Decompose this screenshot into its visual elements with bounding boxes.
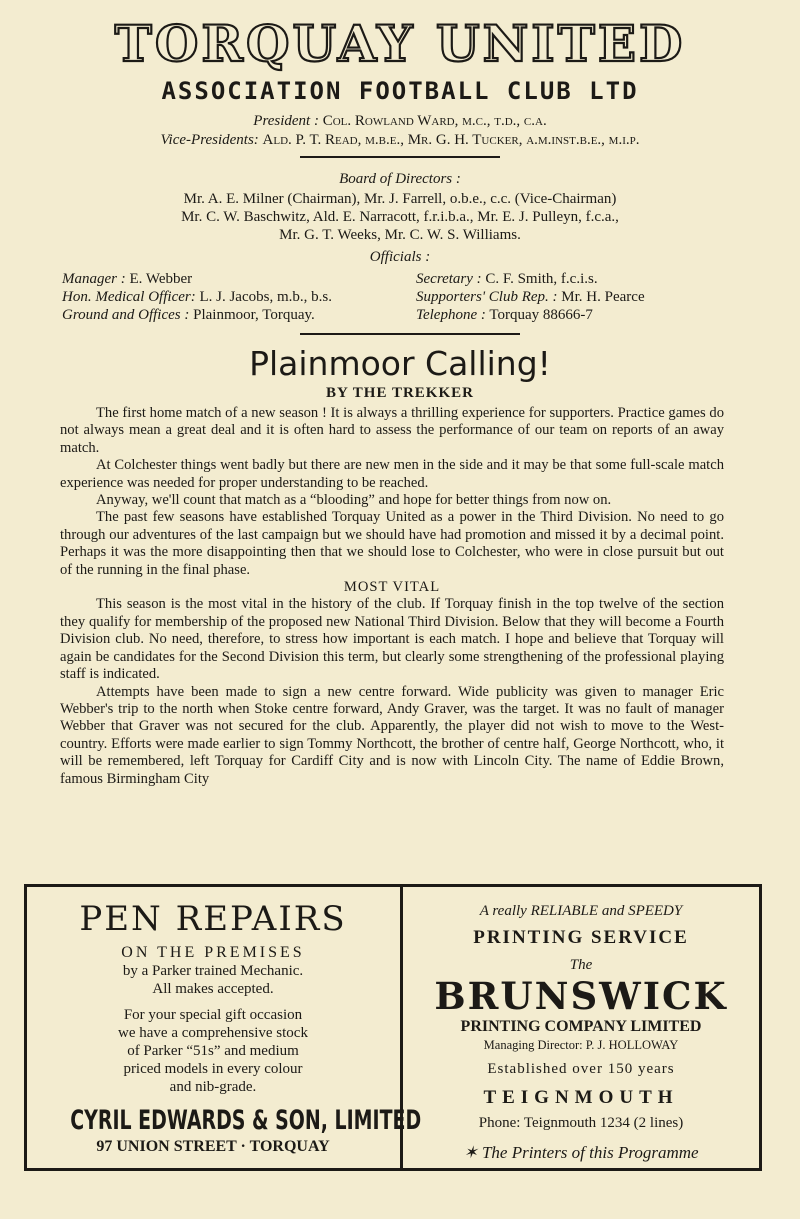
article-paragraph: The first home match of a new season ! It is always a thrilling experience for supporters. Practice games do not always mean a great deal and it is often hard to assess the performance of our team on reports of an away match. [60,405,724,456]
ad-text: Established over 150 years [487,1061,675,1077]
ad-text: by a Parker trained Mechanic. [122,963,304,979]
club-subtitle: ASSOCIATION FOOTBALL CLUB LTD [161,77,639,105]
ad-text: ON THE PREMISES [121,944,305,961]
ad-text: of Parker “51s” and medium [127,1043,299,1059]
article-paragraph: At Colchester things went badly but there are new men in the side and it may be that some full-scale match experience was needed for proper understanding to be reached. [60,457,724,491]
ad-phone: Phone: Teignmouth 1234 (2 lines) [478,1115,684,1131]
pen-repairs-title: PEN REPAIRS [79,899,347,939]
ad-text: The [569,957,593,973]
official-secretary: Secretary : C. F. Smith, f.c.i.s. [416,271,598,287]
divider-rule [300,156,500,158]
ad-footer: ✶ The Printers of this Programme [463,1143,699,1162]
vice-presidents-label: Vice-Presidents: [160,132,259,148]
article-byline: BY THE TREKKER [326,385,474,401]
official-manager: Manager : E. Webber [62,271,193,287]
article-paragraph: Attempts have been made to sign a new centre forward. Wide publicity was given to manager Eric Webber's trip to the north when Stoke centre forward, Andy Graver, was the target. It was no fault of manager Webber that Graver was not secured for the club. Apparently, the player did not wish to move to the West-country. Efforts were made earlier to sign Tommy Northcott, the brother of centre half, George Northcott, who, it will be remembered, left Torquay for Cardiff City and is now with Lincoln City. The name of Eddie Brown, famous Birmingham City [60,683,724,787]
article-body [60,405,724,788]
board-line: Mr. A. E. Milner (Chairman), Mr. J. Farrell, o.b.e., c.c. (Vice-Chairman) [183,191,617,207]
article-paragraph: Anyway, we'll count that match as a “blooding” and hope for better things from now on. [96,492,612,509]
ad-text: priced models in every colour [123,1061,303,1077]
board-line: Mr. G. T. Weeks, Mr. C. W. S. Williams. [279,227,521,243]
ad-text: All makes accepted. [152,981,274,997]
ad-text: For your special gift occasion [123,1007,303,1023]
ad-text: and nib-grade. [169,1079,257,1095]
vice-presidents-line [0,131,800,149]
article-subheading: MOST VITAL [343,579,441,596]
ad-text: PRINTING SERVICE [473,927,689,948]
board-heading: Board of Directors : [339,171,461,187]
ad-text: PRINTING COMPANY LIMITED [460,1018,702,1035]
official-medical-officer: Hon. Medical Officer: L. J. Jacobs, m.b., b.s. [62,289,332,305]
ad-text: A really RELIABLE and SPEEDY [479,903,683,919]
ad-text: Managing Director: P. J. HOLLOWAY [483,1038,679,1052]
president-name: Col. Rowland Ward, m.c., t.d., c.a. [322,113,547,129]
ad-address: 97 UNION STREET · TORQUAY [96,1138,330,1155]
club-name: TORQUAY UNITED [114,14,686,73]
brunswick-ad [406,902,756,1162]
official-telephone: Telephone : Torquay 88666-7 [416,307,593,323]
officials-heading: Officials : [369,249,431,265]
divider-rule [300,333,520,335]
ad-town: TEIGNMOUTH [483,1087,679,1108]
president-label: President : [253,113,319,129]
article-paragraph: The past few seasons have established Torquay United as a power in the Third Division. No need to go through our adventures of the last campaign but we should have had promotion and missed it by a decimal point. Perhaps it was the more disappointing then that we should lose to Colchester, who were in close pursuit but out of the running in the final phase. [60,509,724,578]
brunswick-name: BRUNSWICK [434,974,728,1018]
board-line: Mr. C. W. Baschwitz, Ald. E. Narracott, f.r.i.b.a., Mr. E. J. Pulleyn, f.c.a., [181,209,619,225]
president-line [0,112,800,130]
ad-text: we have a comprehensive stock [118,1025,308,1041]
pen-repairs-ad [30,898,422,1156]
article-headline: Plainmoor Calling! [249,344,551,383]
official-supporters-rep: Supporters' Club Rep. : Mr. H. Pearce [416,289,645,305]
article-paragraph: This season is the most vital in the history of the club. If Torquay finish in the top twelve of the section they qualify for membership of the proposed new National Third Division. Below that they will become a Fourth Division club. No need, therefore, to stress how important is each match. I hope and believe that Torquay will again be candidates for the Second Division this term, but clearly some strengthening of the professional playing staff is indicated. [60,596,724,683]
ad-company-name: CYRIL EDWARDS & SON, LIMITED [70,1105,422,1136]
vice-presidents-names: Ald. P. T. Read, m.b.e., Mr. G. H. Tucker, a.m.inst.b.e., m.i.p. [262,132,640,148]
official-ground: Ground and Offices : Plainmoor, Torquay. [62,307,315,323]
